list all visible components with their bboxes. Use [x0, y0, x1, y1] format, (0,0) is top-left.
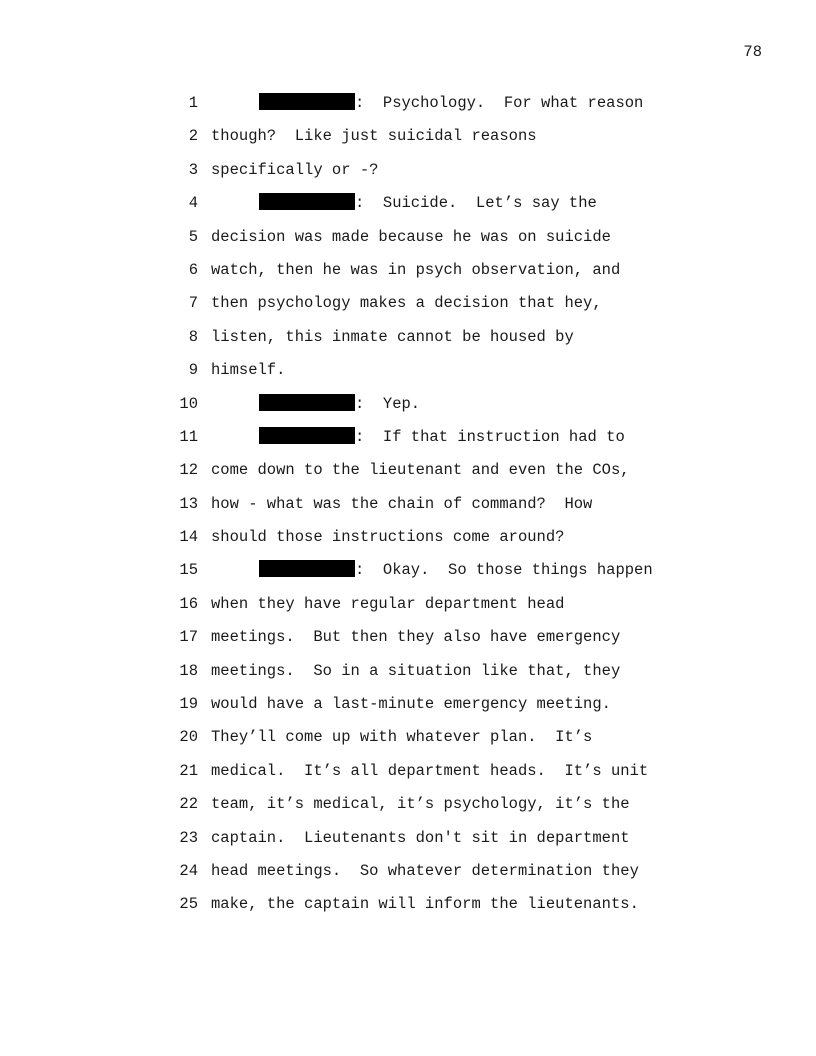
transcript-line [0, 590, 816, 623]
line-text: come down to the lieutenant and even the COs, [211, 461, 630, 480]
transcript-line [0, 189, 816, 222]
transcript-line [0, 723, 816, 756]
transcript-line [0, 456, 816, 489]
transcript-line [0, 523, 816, 556]
line-number: 21 [179, 761, 198, 780]
transcript-line [0, 623, 816, 656]
line-number: 23 [179, 828, 198, 847]
line-text: They’ll come up with whatever plan. It’s [211, 728, 593, 747]
line-number: 19 [179, 695, 198, 714]
line-number: 4 [188, 194, 198, 213]
page-number: 78 [743, 43, 762, 61]
line-text: how - what was the chain of command? How [211, 494, 593, 513]
line-number: 10 [179, 394, 198, 413]
line-number: 15 [179, 561, 198, 580]
transcript-body [0, 89, 816, 924]
transcript-line [0, 223, 816, 256]
line-number: 2 [188, 127, 198, 146]
line-number: 12 [179, 461, 198, 480]
line-text: watch, then he was in psych observation, and [211, 260, 621, 279]
transcript-line [0, 790, 816, 823]
line-text: meetings. So in a situation like that, they [211, 661, 621, 680]
redacted-speaker-name [259, 193, 355, 210]
line-number: 11 [179, 427, 198, 446]
line-text: team, it’s medical, it’s psychology, it’s the [211, 795, 630, 814]
line-text: : Psychology. For what reason [355, 94, 644, 112]
line-number: 3 [188, 160, 198, 179]
transcript-line [0, 824, 816, 857]
transcript-line [0, 857, 816, 890]
line-text: though? Like just suicidal reasons [211, 127, 537, 146]
transcript-line [0, 690, 816, 723]
redacted-speaker-name [259, 560, 355, 577]
transcript-line [0, 256, 816, 289]
transcript-line [0, 556, 816, 589]
line-text: listen, this inmate cannot be housed by [211, 327, 574, 346]
line-text: then psychology makes a decision that hey, [211, 294, 602, 313]
line-text: meetings. But then they also have emergency [211, 628, 621, 647]
line-text: medical. It’s all department heads. It’s unit [211, 761, 649, 780]
line-number: 1 [188, 94, 198, 112]
transcript-line [0, 289, 816, 322]
redacted-speaker-name [259, 394, 355, 411]
line-number: 20 [179, 728, 198, 747]
transcript-line [0, 356, 816, 389]
line-number: 13 [179, 494, 198, 513]
line-number: 16 [179, 594, 198, 613]
line-text: head meetings. So whatever determination they [211, 861, 639, 880]
line-number: 18 [179, 661, 198, 680]
line-text: would have a last-minute emergency meeting. [211, 695, 611, 714]
line-text: : Yep. [355, 394, 421, 413]
line-number: 25 [179, 895, 198, 914]
transcript-line [0, 89, 816, 122]
line-number: 8 [188, 327, 198, 346]
transcript-line [0, 490, 816, 523]
transcript-line [0, 657, 816, 690]
line-number: 24 [179, 861, 198, 880]
line-text: make, the captain will inform the lieutenants. [211, 895, 639, 914]
transcript-line [0, 122, 816, 155]
line-number: 17 [179, 628, 198, 647]
line-text: captain. Lieutenants don't sit in department [211, 828, 630, 847]
line-text: : Okay. So those things happen [355, 561, 653, 580]
line-number: 5 [188, 227, 198, 246]
redacted-speaker-name [259, 427, 355, 444]
line-number: 9 [188, 361, 198, 380]
line-number: 6 [188, 260, 198, 279]
transcript-line [0, 890, 816, 923]
line-text: decision was made because he was on suicide [211, 227, 611, 246]
line-text: when they have regular department head [211, 594, 565, 613]
line-number: 14 [179, 528, 198, 547]
line-text: : Suicide. Let’s say the [355, 194, 597, 213]
line-text: : If that instruction had to [355, 427, 625, 446]
line-text: himself. [211, 361, 286, 380]
transcript-line [0, 323, 816, 356]
line-text: should those instructions come around? [211, 528, 565, 547]
transcript-line [0, 757, 816, 790]
line-text: specifically or -? [211, 160, 379, 179]
line-number: 7 [188, 294, 198, 313]
transcript-line [0, 390, 816, 423]
transcript-line [0, 156, 816, 189]
line-number: 22 [179, 795, 198, 814]
transcript-line [0, 423, 816, 456]
redacted-speaker-name [259, 93, 355, 110]
